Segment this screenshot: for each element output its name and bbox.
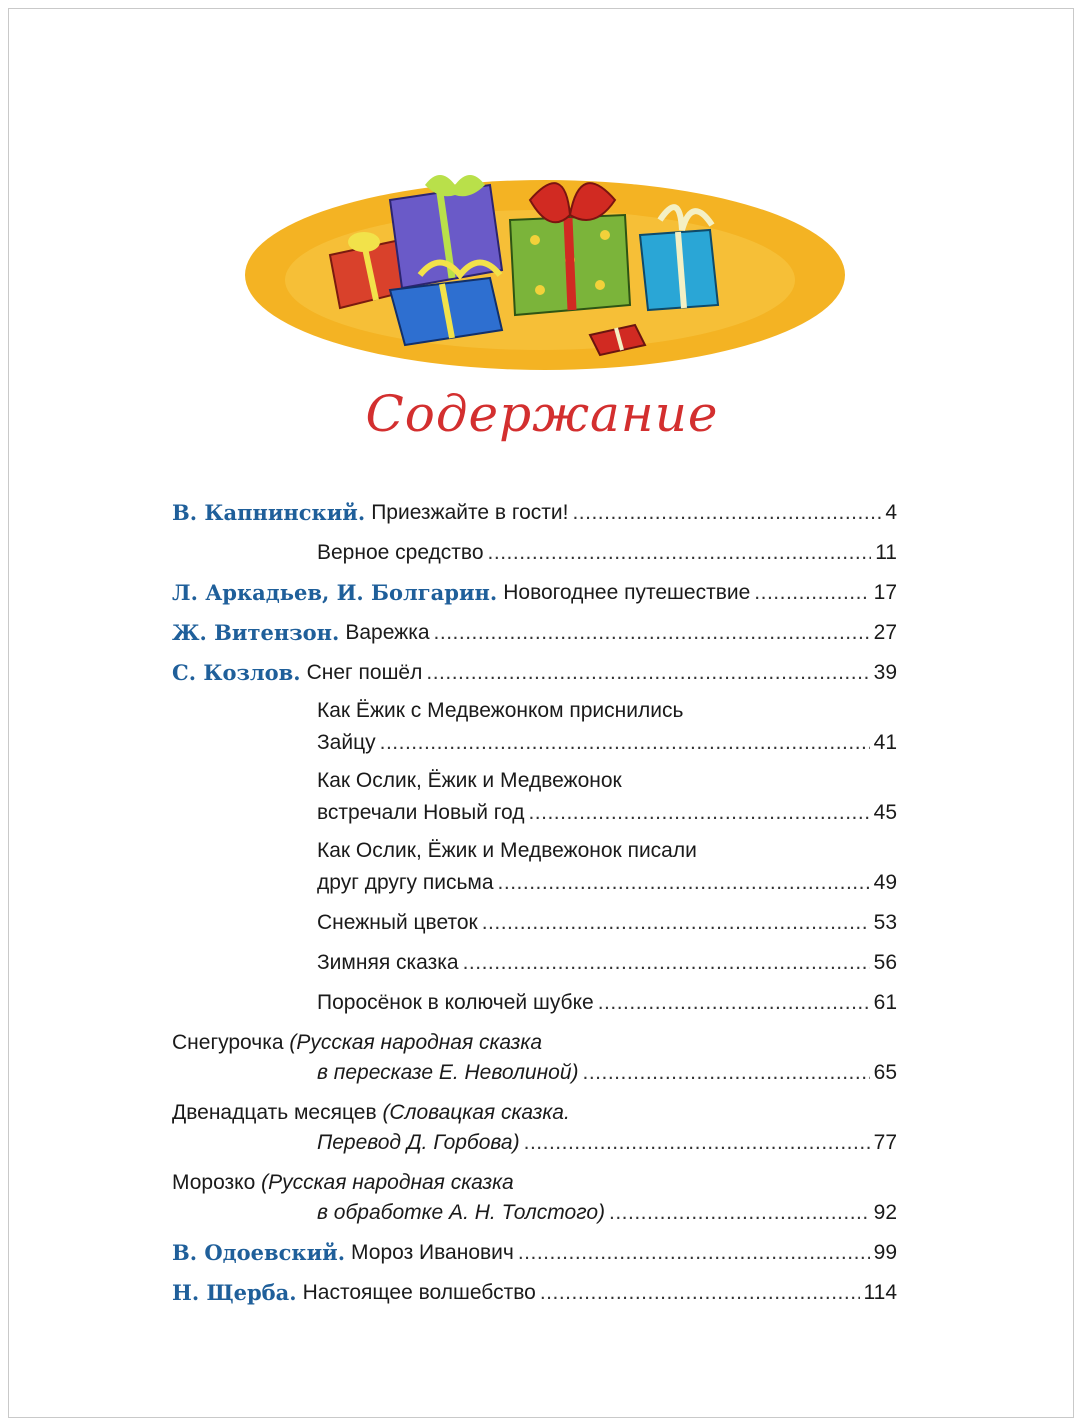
toc-entry-leader [528, 800, 869, 826]
toc-entry-heading: Морозко [172, 1171, 256, 1194]
toc-entry-title: Новогоднее путешествие [503, 581, 751, 604]
toc-entry-title: Настоящее волшебство [302, 1281, 536, 1304]
toc-entry-page: 53 [873, 911, 897, 934]
toc-entry-leader [518, 1240, 870, 1266]
toc-entry[interactable] [317, 900, 897, 936]
toc-entry-heading: Как Ослик, Ёжик и Медвежонок писали [317, 839, 697, 862]
toc-entry-title: Зимняя сказка [317, 951, 459, 974]
toc-entry-page: 39 [873, 661, 897, 684]
toc-entry-page: 65 [873, 1061, 897, 1084]
toc-entry[interactable] [172, 610, 897, 646]
page-title: Содержание [365, 385, 719, 443]
toc-entry-title: Верное средство [317, 541, 484, 564]
toc-entry-page: 114 [863, 1281, 897, 1304]
toc-entry-title: Перевод Д. Горбова) [317, 1131, 520, 1154]
toc-entry[interactable] [317, 790, 897, 826]
toc-entry-leader [609, 1200, 870, 1226]
toc-entry-author: Н. Щерба. [172, 1280, 297, 1305]
toc-entry-heading: Как Ёжик с Медвежонком приснились [317, 699, 684, 722]
toc-entry-author: Ж. Витензон. [172, 620, 340, 645]
toc-entry-note: (Русская народная сказка [255, 1171, 514, 1194]
gifts-illustration [240, 160, 850, 380]
toc-entry-leader [434, 620, 870, 646]
toc-entry-title: Снежный цветок [317, 911, 478, 934]
toc-entry-heading: Как Ослик, Ёжик и Медвежонок [317, 769, 622, 792]
toc-entry[interactable] [172, 1270, 897, 1306]
toc-entry-page: 17 [873, 581, 897, 604]
toc-entry-title: друг другу письма [317, 871, 494, 894]
toc-entry[interactable] [172, 570, 897, 606]
toc-entry-page: 41 [873, 731, 897, 754]
toc-entry[interactable] [317, 530, 897, 566]
toc-entry-title: Зайцу [317, 731, 376, 754]
toc-entry-author: В. Капнинский. [172, 500, 366, 525]
toc-entry-page: 45 [873, 801, 897, 824]
toc-entry-title: Мороз Иванович [351, 1241, 514, 1264]
toc-entry[interactable] [317, 980, 897, 1016]
toc-entry-leader [754, 580, 869, 606]
toc-entry-leader [380, 730, 870, 756]
toc-entry-author: Л. Аркадьев, И. Болгарин. [172, 580, 498, 605]
toc-entry[interactable] [172, 1230, 897, 1266]
toc-entry-page: 92 [873, 1201, 897, 1224]
toc-entry[interactable] [317, 1120, 897, 1156]
toc-entry-leader [426, 660, 869, 686]
toc-entry-heading: Двенадцать месяцев [172, 1101, 377, 1124]
toc-entry[interactable] [317, 720, 897, 756]
toc-entry-page: 56 [873, 951, 897, 974]
toc-entry-leader [572, 500, 881, 526]
toc-entry-title: в пересказе Е. Неволиной) [317, 1061, 579, 1084]
toc-entry[interactable] [172, 490, 897, 526]
toc-entry-title: встречали Новый год [317, 801, 525, 824]
toc-entry[interactable] [317, 940, 897, 976]
toc-entry-leader [463, 950, 870, 976]
toc-entry-leader [488, 540, 872, 566]
toc-entry-page: 61 [873, 991, 897, 1014]
toc-entry-page: 11 [875, 541, 897, 564]
toc-entry-leader [598, 990, 870, 1016]
toc-entry-leader [482, 910, 870, 936]
toc-entry-title: Снег пошёл [306, 661, 423, 684]
toc-entry-author: В. Одоевский. [172, 1240, 346, 1265]
toc-entry-note: (Русская народная сказка [283, 1031, 543, 1054]
toc-entry-leader [498, 870, 870, 896]
toc-entry[interactable] [317, 1190, 897, 1226]
toc-entry[interactable] [317, 1050, 897, 1086]
toc-entry-leader [524, 1130, 870, 1156]
toc-entry-page: 49 [873, 871, 897, 894]
toc-entry-title: Поросёнок в колючей шубке [317, 991, 594, 1014]
toc-entry-author: С. Козлов. [172, 660, 301, 685]
toc-entry-note: (Словацкая сказка. [376, 1101, 570, 1124]
toc-entry-page: 27 [873, 621, 897, 644]
toc-entry-leader [583, 1060, 870, 1086]
toc-entry-page: 4 [885, 501, 897, 524]
toc-entry[interactable] [172, 650, 897, 686]
toc-entry-title: в обработке А. Н. Толстого) [317, 1201, 605, 1224]
toc-entry-leader [540, 1280, 860, 1306]
toc-entry-page: 77 [873, 1131, 897, 1154]
toc-entry-page: 99 [873, 1241, 897, 1264]
toc-entry-title: Варежка [345, 621, 430, 644]
toc-entry-title: Приезжайте в гости! [371, 501, 569, 524]
toc-entry-heading: Снегурочка [172, 1031, 284, 1054]
toc-entry[interactable] [317, 860, 897, 896]
